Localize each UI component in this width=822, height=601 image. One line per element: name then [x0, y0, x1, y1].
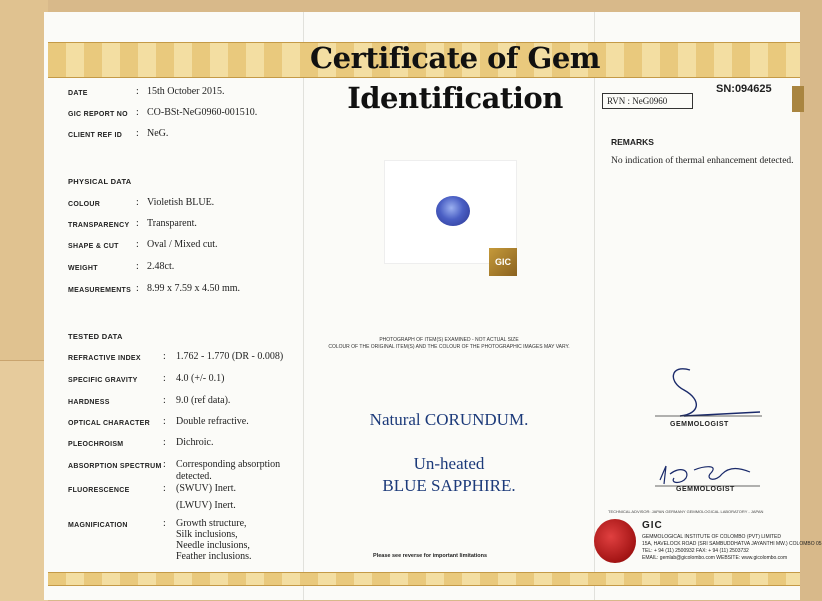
magnification-value-3: Needle inclusions, — [176, 540, 250, 551]
optical-character-value: Double refractive. — [176, 416, 249, 427]
date-label: DATE — [68, 90, 88, 97]
sapphire-photo — [436, 196, 470, 226]
specific-gravity-value: 4.0 (+/- 0.1) — [176, 373, 225, 384]
colon: : — [163, 483, 166, 494]
colon: : — [136, 86, 139, 97]
gic-corner-badge — [792, 86, 804, 112]
weight-value: 2.48ct. — [147, 261, 175, 272]
colon: : — [136, 128, 139, 139]
magnification-label: MAGNIFICATION — [68, 522, 128, 529]
colon: : — [136, 218, 139, 229]
date-value: 15th October 2015. — [147, 86, 225, 97]
photo-caption-line-1: PHOTOGRAPH OF ITEM(S) EXAMINED - NOT ACTUAL SIZE — [379, 337, 519, 343]
institute-address: 15A, HAVELOCK ROAD (SRI SAMBUDDHATVA JAYANTHI MW.) COLOMBO 05 — [642, 541, 822, 547]
report-no-value: CO-BSt-NeG0960-001510. — [147, 107, 258, 118]
remarks-text: No indication of thermal enhancement detected. — [611, 156, 794, 166]
tested-data-heading: TESTED DATA — [68, 332, 123, 341]
hardness-value: 9.0 (ref data). — [176, 395, 231, 406]
pleochroism-label: PLEOCHROISM — [68, 441, 124, 448]
photo-caption-line-2: COLOUR OF THE ORIGINAL ITEM(S) AND THE COLOUR OF THE PHOTOGRAPHIC IMAGES MAY VARY. — [328, 344, 570, 350]
certificate-title: Certificate of Gem Identification — [310, 41, 600, 115]
shape-cut-value: Oval / Mixed cut. — [147, 239, 218, 250]
wax-seal — [594, 519, 636, 563]
result-treatment: Un-heated — [413, 454, 485, 473]
magnification-value-4: Feather inclusions. — [176, 551, 252, 562]
hardness-label: HARDNESS — [68, 399, 110, 406]
gemmologist-title-2: GEMMOLOGIST — [676, 486, 735, 493]
remarks-label: REMARKS — [611, 137, 654, 147]
client-ref-value: NeG. — [147, 128, 169, 139]
serial-number: SN:094625 — [716, 83, 772, 95]
photo-caption — [314, 337, 584, 351]
gemmologist-title-1: GEMMOLOGIST — [670, 421, 729, 428]
magnification-value-1: Growth structure, — [176, 518, 247, 529]
colon: : — [136, 107, 139, 118]
magnification-value-2: Silk inclusions, — [176, 529, 238, 540]
signature-1 — [650, 362, 770, 422]
gic-logo-text: GIC — [642, 520, 663, 531]
colon: : — [163, 459, 166, 470]
institute-email: EMAIL: gemlab@gicolombo.com WEBSITE: www.gicolombo.com — [642, 555, 788, 561]
fold-line-left — [303, 12, 304, 600]
fluorescence-lwuv-value: (LWUV) Inert. — [176, 500, 236, 511]
technical-advisor-note: TECHNICAL ADVISOR: JAPAN GERMANY GEMMOLOGICAL LABORATORY - JAPAN — [608, 509, 764, 514]
colour-value: Violetish BLUE. — [147, 197, 215, 208]
colon: : — [136, 261, 139, 272]
colon: : — [163, 395, 166, 406]
colon: : — [163, 416, 166, 427]
gic-hologram-badge: GIC — [489, 248, 517, 276]
fluorescence-swuv-value: (SWUV) Inert. — [176, 483, 236, 494]
colon: : — [163, 518, 166, 529]
absorption-spectrum-value: Corresponding absorption — [176, 459, 281, 470]
colon: : — [136, 197, 139, 208]
transparency-value: Transparent. — [147, 218, 197, 229]
absorption-spectrum-value-2: detected. — [176, 471, 212, 482]
colon: : — [163, 437, 166, 448]
institute-phone: TEL: + 94 (11) 2500932 FAX: + 94 (11) 2503732 — [642, 548, 749, 554]
shape-cut-label: SHAPE & CUT — [68, 243, 119, 250]
specific-gravity-label: SPECIFIC GRAVITY — [68, 377, 138, 384]
report-no-label: GIC REPORT NO — [68, 111, 128, 118]
colon: : — [136, 239, 139, 250]
fold-line-right — [594, 12, 595, 600]
pleochroism-value: Dichroic. — [176, 437, 214, 448]
client-ref-label: CLIENT REF ID — [68, 132, 123, 139]
limitations-note: Please see reverse for important limitations — [373, 553, 488, 559]
weight-label: WEIGHT — [68, 265, 98, 272]
colon: : — [136, 283, 139, 294]
physical-data-heading: PHYSICAL DATA — [68, 177, 132, 186]
absorption-spectrum-label: ABSORPTION SPECTRUM — [68, 463, 162, 470]
result-species: Natural CORUNDUM. — [369, 410, 529, 429]
institute-name: GEMMOLOGICAL INSTITUTE OF COLOMBO (PVT) LIMITED — [642, 534, 781, 540]
colon: : — [163, 373, 166, 384]
rvn-box: RVN : NeG0960 — [602, 93, 693, 109]
fluorescence-label: FLUORESCENCE — [68, 487, 130, 494]
result-variety: BLUE SAPPHIRE. — [382, 476, 516, 495]
measurements-value: 8.99 x 7.59 x 4.50 mm. — [147, 283, 241, 294]
measurements-label: MEASUREMENTS — [68, 287, 132, 294]
transparency-label: TRANSPARENCY — [68, 222, 130, 229]
footer-ornament-band — [48, 572, 800, 586]
colon: : — [163, 351, 166, 362]
colour-label: COLOUR — [68, 201, 101, 208]
refractive-index-label: REFRACTIVE INDEX — [68, 355, 141, 362]
optical-character-label: OPTICAL CHARACTER — [68, 420, 150, 427]
folder-flap — [0, 360, 48, 601]
refractive-index-value: 1.762 - 1.770 (DR - 0.008) — [176, 351, 284, 362]
